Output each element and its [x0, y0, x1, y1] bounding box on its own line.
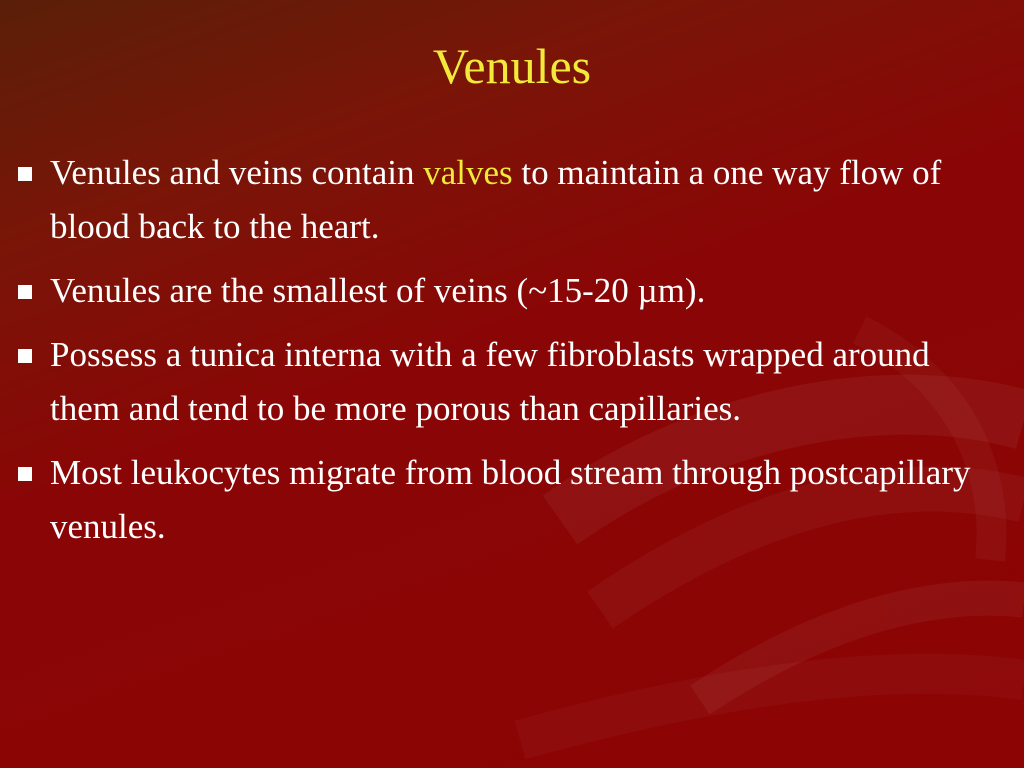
bullet-item-smallest-veins	[14, 264, 1004, 318]
bullet-text-end: to maintain a one way flow of blood back to the heart.	[50, 153, 942, 246]
slide-title: Venules	[432, 38, 592, 94]
bullet-text: Possess a tunica interna with a few fibroblasts wrapped around them and tend to be more porous than capillaries.	[50, 335, 930, 428]
bullet-text: Venules are the smallest of veins (~15-20 µm).	[50, 271, 706, 310]
bullet-item-leukocytes	[14, 446, 1004, 554]
bullet-text: Most leukocytes migrate from blood stream through postcapillary venules.	[50, 453, 971, 546]
bullet-highlight-valves: valves	[423, 153, 513, 192]
bullet-item-tunica-interna	[14, 328, 1004, 436]
square-bullet-icon	[18, 167, 32, 181]
bullet-list	[14, 146, 1004, 564]
bullet-item-valves	[14, 146, 1004, 254]
square-bullet-icon	[18, 467, 32, 481]
square-bullet-icon	[18, 349, 32, 363]
bullet-text-start: Venules and veins contain	[50, 153, 424, 192]
square-bullet-icon	[18, 285, 32, 299]
